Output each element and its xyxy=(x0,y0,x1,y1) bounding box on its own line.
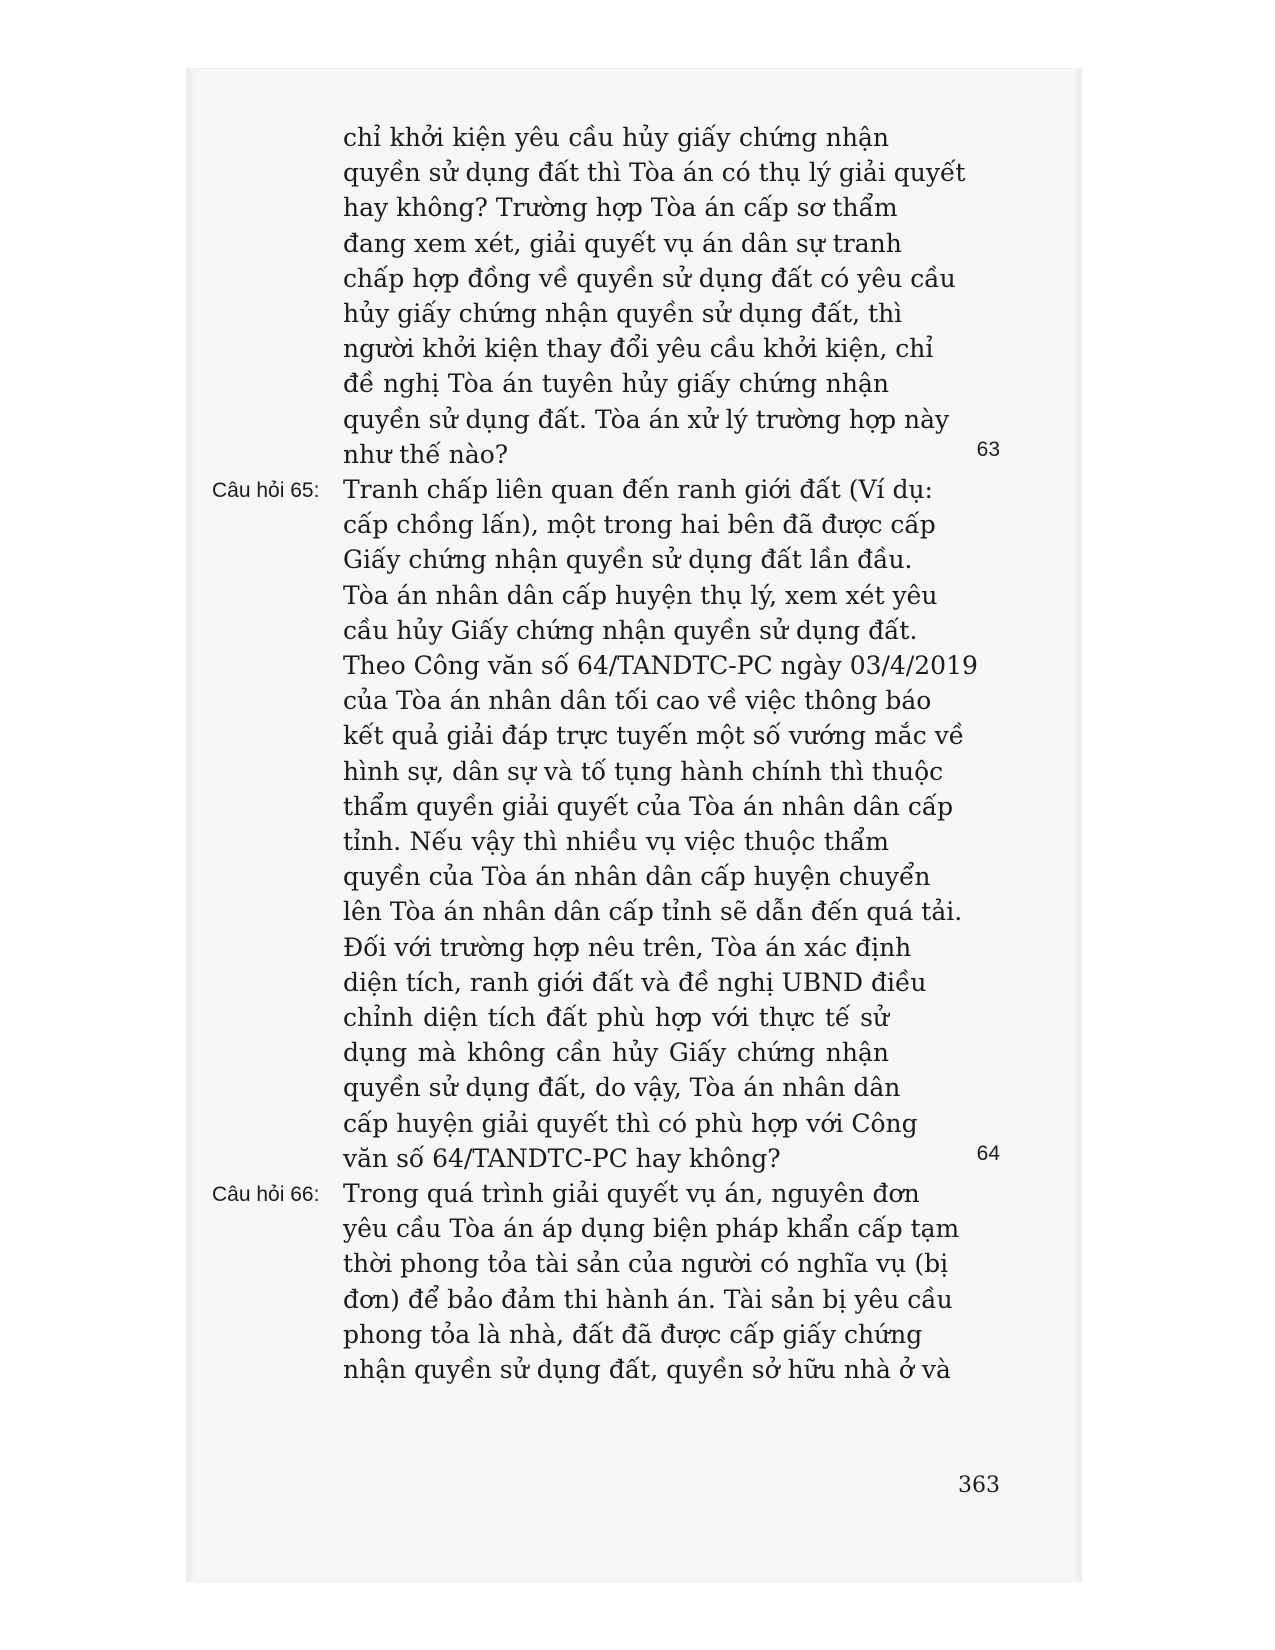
question-text-line: chỉnh diện tích đất phù hợp với thực tế sử xyxy=(343,1003,889,1032)
question-text-line: thẩm quyền giải quyết của Tòa án nhân dân cấp xyxy=(343,791,954,821)
page-number: 363 xyxy=(958,1473,1000,1498)
question-text-line: cầu hủy Giấy chứng nhận quyền sử dụng đất. xyxy=(343,615,918,645)
question-text-line: đang xem xét, giải quyết vụ án dân sự tranh xyxy=(343,228,902,258)
question-text-line: chỉ khởi kiện yêu cầu hủy giấy chứng nhận xyxy=(343,123,889,152)
question-text-line: quyền của Tòa án nhân dân cấp huyện chuyển xyxy=(343,862,931,892)
question-text-line: dụng mà không cần hủy Giấy chứng nhận xyxy=(343,1038,889,1068)
question-text-line: nhận quyền sử dụng đất, quyền sở hữu nhà ở và xyxy=(343,1355,951,1384)
question-text-line: quyền sử dụng đất. Tòa án xử lý trường hợp này xyxy=(343,404,950,434)
question-text-line: hủy giấy chứng nhận quyền sử dụng đất, thì xyxy=(343,299,903,328)
question-text-line: của Tòa án nhân dân tối cao về việc thông báo xyxy=(343,686,932,716)
question-text-line: yêu cầu Tòa án áp dụng biện pháp khẩn cấp tạm xyxy=(343,1214,960,1244)
question-label: Câu hỏi 65: xyxy=(212,479,320,502)
question-text-line: tỉnh. Nếu vậy thì nhiều vụ việc thuộc thẩm xyxy=(343,827,889,856)
toc-page-number: 63 xyxy=(976,437,1000,461)
question-text-line: cấp chồng lấn), một trong hai bên đã được cấp xyxy=(343,510,936,540)
question-text-line: đơn) để bảo đảm thi hành án. Tài sản bị yêu cầu xyxy=(343,1284,953,1314)
question-text-line: Tòa án nhân dân cấp huyện thụ lý, xem xét yêu xyxy=(343,580,938,610)
question-text-line: Theo Công văn số 64/TANDTC-PC ngày 03/4/2019 xyxy=(343,651,978,680)
question-text-line: văn số 64/TANDTC-PC hay không? xyxy=(343,1143,781,1173)
question-text-line: người khởi kiện thay đổi yêu cầu khởi kiện, chỉ xyxy=(343,334,934,364)
question-text-line: lên Tòa án nhân dân cấp tỉnh sẽ dẫn đến quá tải. xyxy=(343,897,963,927)
question-text-line: cấp huyện giải quyết thì có phù hợp với Công xyxy=(343,1108,918,1138)
question-text-line: quyền sử dụng đất thì Tòa án có thụ lý giải quyết xyxy=(343,158,966,188)
question-text-line: chấp hợp đồng về quyền sử dụng đất có yêu cầu xyxy=(343,263,956,293)
question-text-line: như thế nào? xyxy=(343,439,509,469)
question-text-line: Đối với trường hợp nêu trên, Tòa án xác định xyxy=(343,932,912,962)
question-text-line: phong tỏa là nhà, đất đã được cấp giấy chứng xyxy=(343,1319,923,1349)
question-text-line: Tranh chấp liên quan đến ranh giới đất (Ví dụ: xyxy=(343,475,933,504)
question-text-line: diện tích, ranh giới đất và đề nghị UBND điều xyxy=(343,967,927,997)
question-text-line: đề nghị Tòa án tuyên hủy giấy chứng nhận xyxy=(343,369,889,399)
question-text-line: Giấy chứng nhận quyền sử dụng đất lần đầu. xyxy=(343,545,913,575)
question-text-line: kết quả giải đáp trực tuyến một số vướng mắc về xyxy=(343,721,965,751)
question-label: Câu hỏi 66: xyxy=(212,1183,320,1206)
question-text-line: hình sự, dân sự và tố tụng hành chính thì thuộc xyxy=(343,756,944,786)
question-text-line: hay không? Trường hợp Tòa án cấp sơ thẩm xyxy=(343,193,898,223)
question-text-line: Trong quá trình giải quyết vụ án, nguyên đơn xyxy=(343,1179,920,1208)
question-text-line: thời phong tỏa tài sản của người có nghĩa vụ (bị xyxy=(343,1249,949,1279)
question-text-line: quyền sử dụng đất, do vậy, Tòa án nhân dân xyxy=(343,1073,901,1103)
toc-page-number: 64 xyxy=(976,1141,1000,1165)
